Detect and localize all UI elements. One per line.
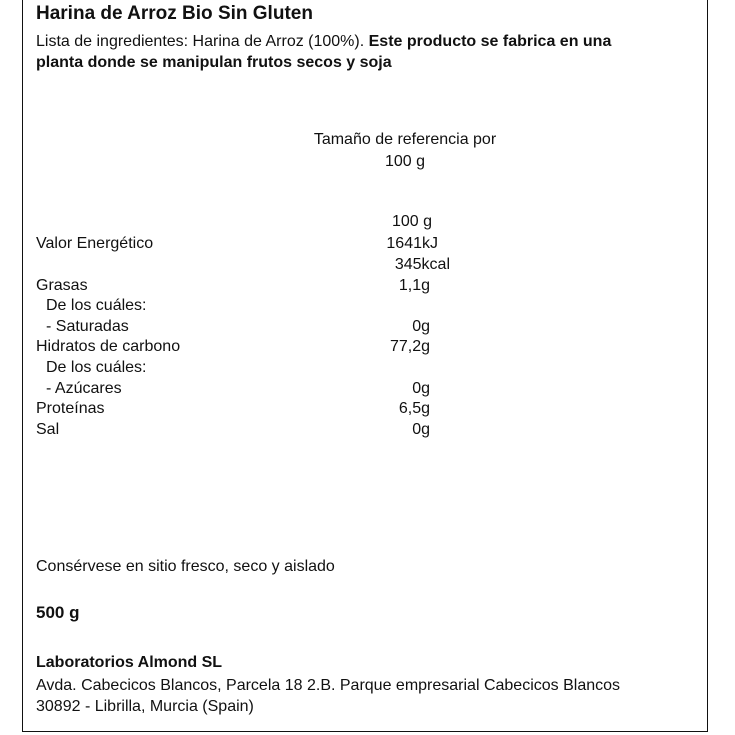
product-title: Harina de Arroz Bio Sin Gluten — [36, 3, 313, 24]
company-name: Laboratorios Almond SL — [36, 654, 223, 671]
nutrient-value-sugars: 0g — [412, 380, 430, 397]
nutrient-value-fat: 1,1g — [398, 277, 430, 294]
company-address-line2: 30892 - Librilla, Murcia (Spain) — [36, 698, 254, 715]
allergen-warning-continued: planta donde se manipulan frutos secos y soja — [36, 54, 392, 71]
nutrient-label-fat: Grasas — [36, 277, 88, 294]
nutrient-value-saturates: 0g — [412, 318, 430, 335]
nutrient-value-salt: 0g — [412, 421, 430, 438]
nutrient-label-sugars: - Azúcares — [46, 380, 122, 397]
nutrient-label-saturates: - Saturadas — [46, 318, 129, 335]
storage-instructions: Consérvese en sitio fresco, seco y aislado — [36, 558, 335, 575]
reference-size-value: 100 g — [384, 153, 426, 170]
nutrient-sublabel-of-which: De los cuáles: — [46, 297, 147, 314]
nutrient-label-protein: Proteínas — [36, 400, 105, 417]
nutrient-value-energy-kcal: 345kcal — [394, 256, 450, 273]
nutrient-label-salt: Sal — [36, 421, 60, 438]
nutrient-value-carbohydrates: 77,2g — [389, 338, 430, 355]
allergen-warning: Este producto se fabrica en una — [368, 33, 612, 50]
net-weight: 500 g — [36, 603, 80, 622]
company-address-line1: Avda. Cabecicos Blancos, Parcela 18 2.B. Parque empresarial Cabecicos Blancos — [36, 677, 621, 694]
nutrient-label-energy: Valor Energético — [36, 235, 154, 252]
ingredients-line — [36, 32, 611, 52]
nutrient-value-energy-kj: 1641kJ — [386, 235, 438, 252]
nutrition-column-header: 100 g — [391, 213, 432, 230]
ingredients-label: Lista de ingredientes: Harina de Arroz (100%). — [36, 33, 369, 50]
reference-size-label: Tamaño de referencia por — [313, 131, 497, 148]
nutrient-label-carbohydrates: Hidratos de carbono — [36, 338, 181, 355]
nutrient-sublabel-of-which: De los cuáles: — [46, 359, 147, 376]
nutrient-value-protein: 6,5g — [398, 400, 430, 417]
